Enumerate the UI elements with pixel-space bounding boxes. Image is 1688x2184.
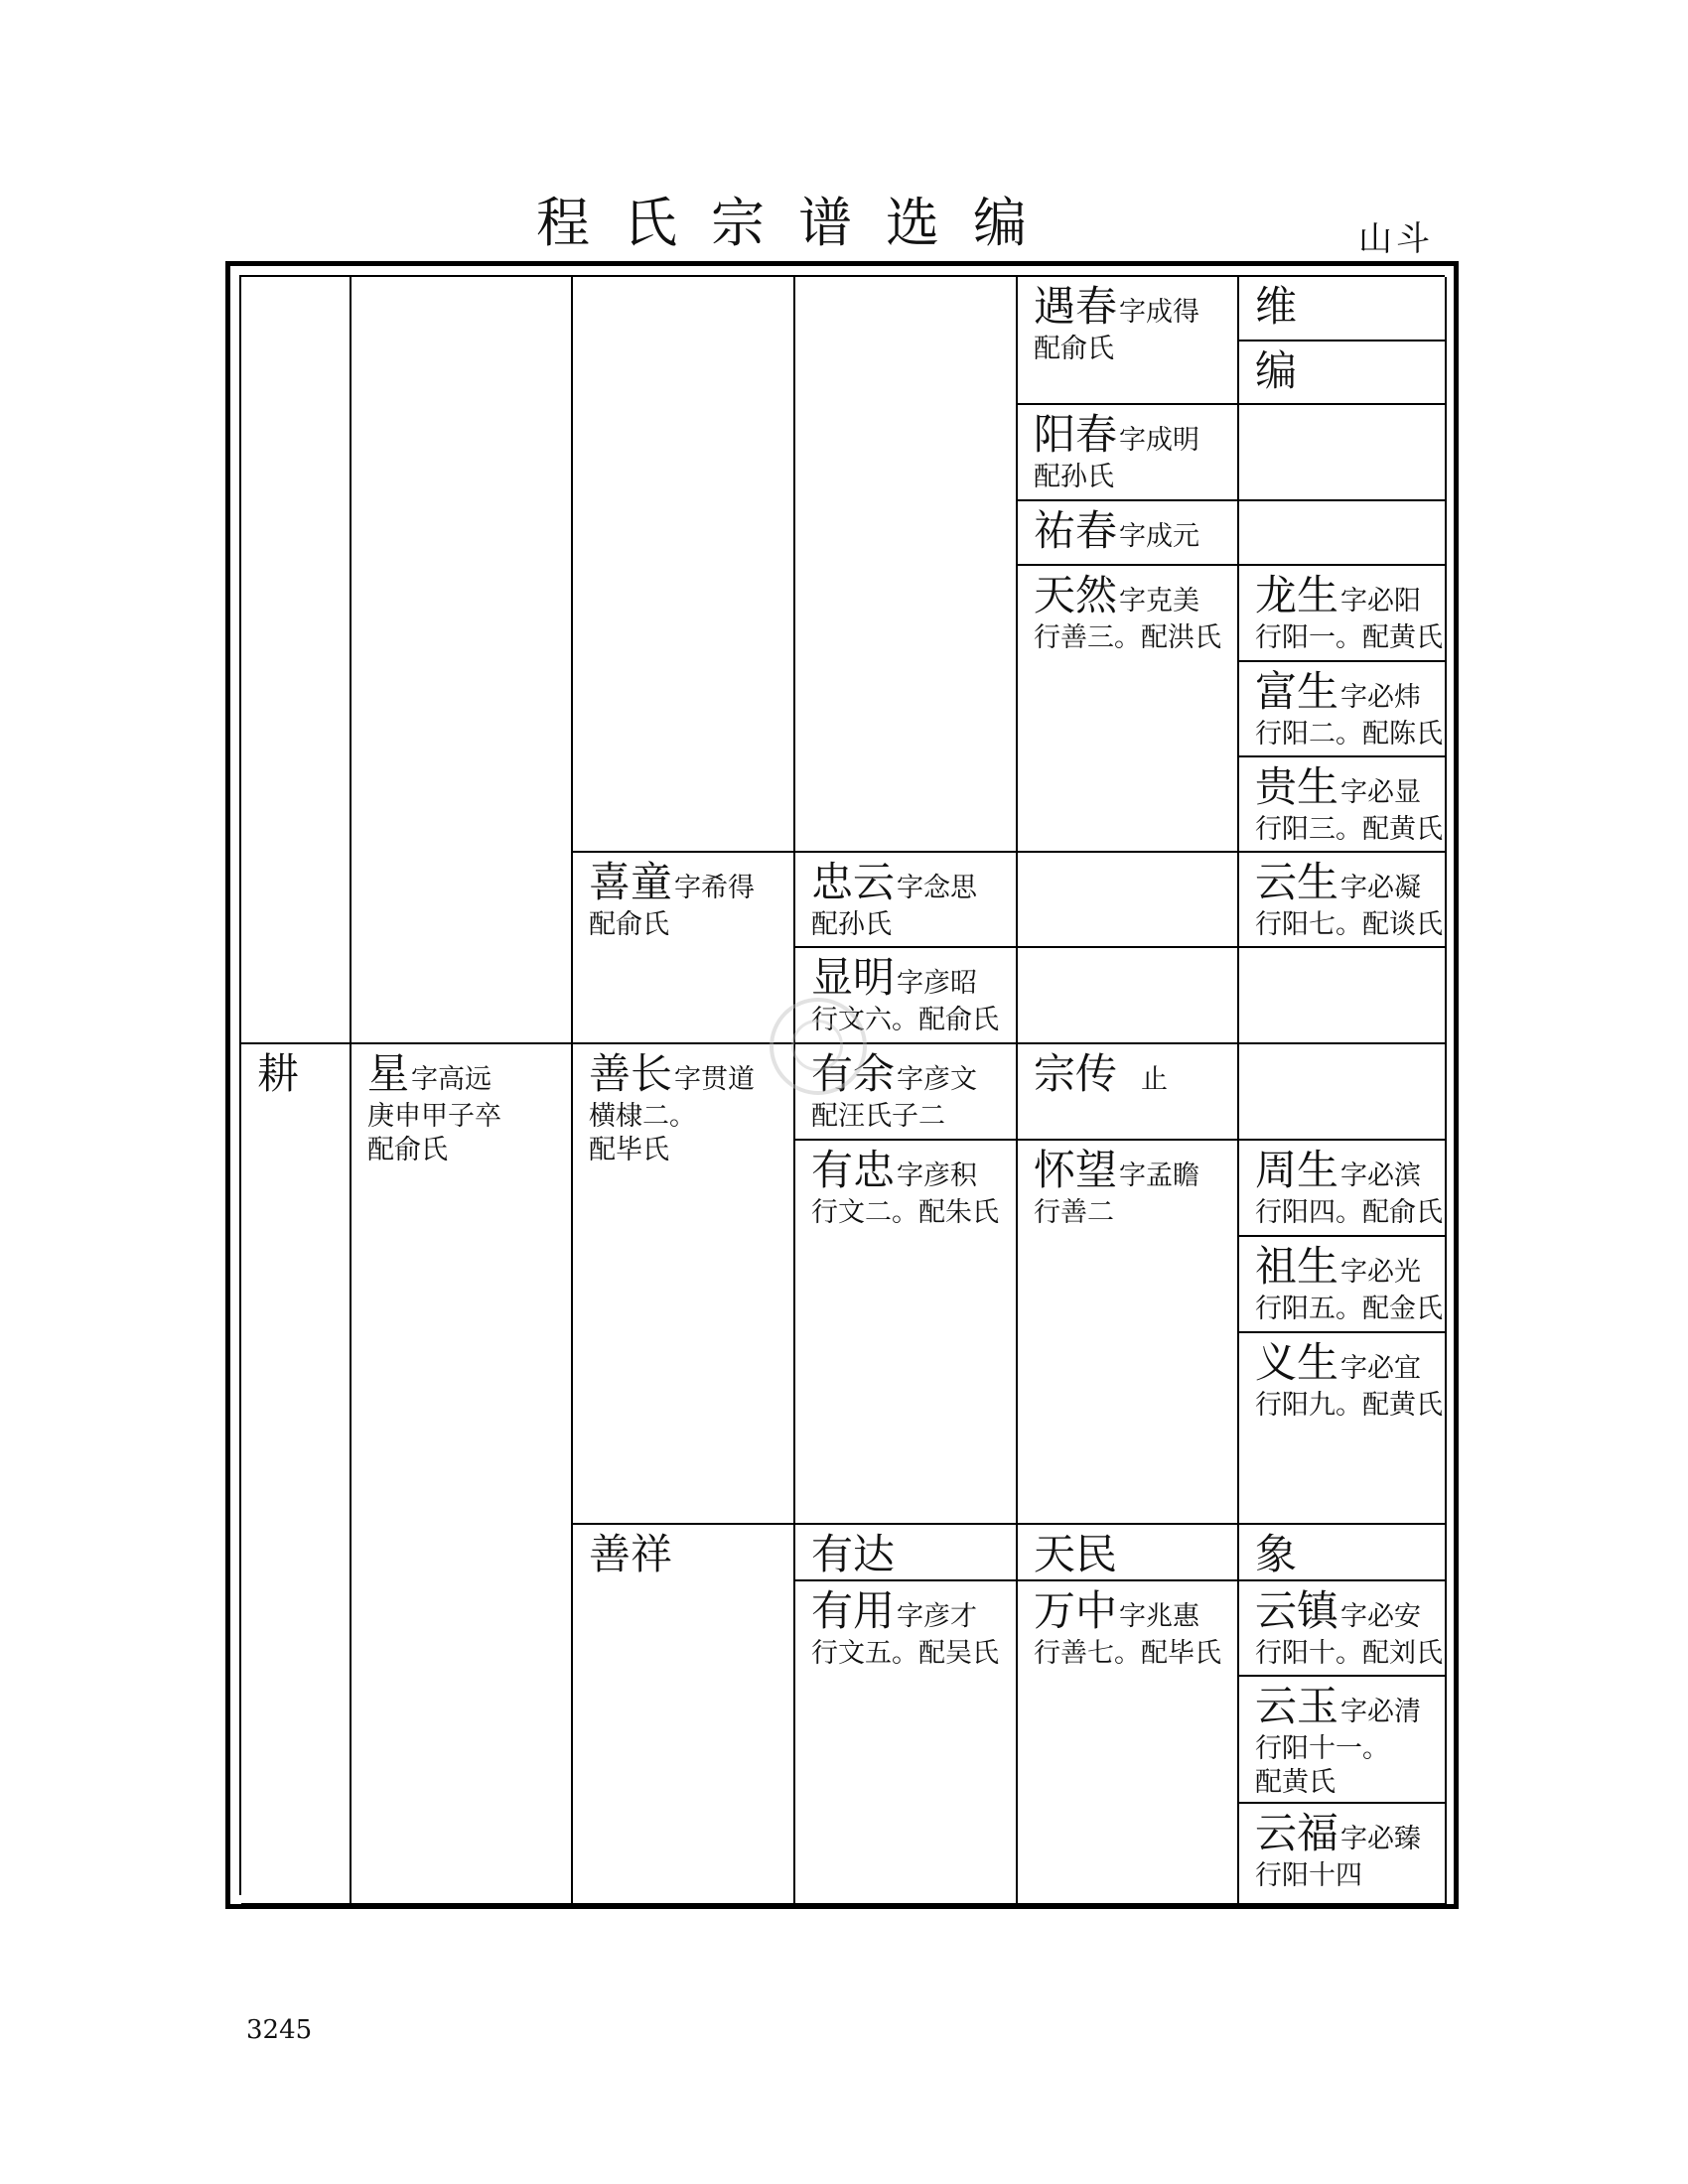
person-name: 怀望 [1034,1146,1118,1194]
person-note: 配孙氏 [811,909,892,941]
person-bian [1239,341,1447,405]
person-name: 编 [1255,346,1298,395]
person-name: 阳春 [1034,410,1118,459]
person-huaiwang [1018,1141,1239,1525]
person-note: 行文二。配朱氏 [811,1197,999,1229]
person-name: 周生 [1255,1146,1339,1194]
person-yunyu [1239,1677,1447,1804]
person-note: 配俞氏 [1034,334,1114,365]
person-name: 万中 [1034,1586,1118,1635]
courtesy-name: 字必宜 [1340,1353,1422,1384]
person-note: 行文六。配俞氏 [811,1005,999,1036]
page-title: 程氏宗谱选编 [536,192,1060,254]
person-yunzhen [1239,1581,1447,1677]
courtesy-name: 字必炜 [1340,682,1422,713]
courtesy-name: 字必凝 [1340,873,1422,903]
person-zongchuan [1018,1044,1239,1141]
person-name: 云玉 [1255,1682,1339,1730]
courtesy-name: 字必清 [1340,1697,1422,1727]
person-wanzhong [1018,1581,1239,1905]
person-name: 有忠 [811,1146,896,1194]
courtesy-name: 字孟瞻 [1119,1160,1200,1191]
person-note: 配黄氏 [1255,1767,1336,1799]
person-note: 横棣二。 [589,1101,696,1133]
person-yisheng [1239,1333,1447,1525]
courtesy-name: 字高远 [411,1064,492,1095]
person-name: 有达 [811,1530,896,1578]
col1-empty-cell [241,277,352,1044]
person-name: 龙生 [1255,571,1339,619]
person-name: 耕 [257,1049,300,1098]
person-note: 行阳三。配黄氏 [1255,814,1443,846]
person-name: 善长 [589,1049,673,1098]
person-fusheng [1239,662,1447,757]
courtesy-name: 字彦昭 [897,968,978,999]
courtesy-name: 字必阳 [1340,586,1422,616]
courtesy-name: 字希得 [674,873,756,903]
person-name: 忠云 [811,858,896,906]
person-note: 配毕氏 [589,1135,669,1166]
courtesy-name: 字必安 [1340,1601,1422,1632]
person-name: 善祥 [589,1530,673,1578]
person-youchun [1018,501,1239,566]
page-number: 3245 [246,2015,313,2045]
lineage-end-mark: 止 [1141,1064,1169,1095]
col6-empty-cell [1239,501,1447,566]
courtesy-name: 字念思 [897,873,978,903]
courtesy-name: 字必臻 [1340,1824,1422,1854]
courtesy-name: 字成明 [1119,425,1200,456]
col5-empty-cell [1018,948,1239,1044]
person-note: 配俞氏 [367,1135,448,1166]
person-wei [1239,277,1447,341]
person-tianran [1018,566,1239,853]
person-zhongyun [795,853,1018,948]
person-yunfu [1239,1804,1447,1905]
person-note: 行阳十一。 [1255,1733,1389,1765]
person-shanchang [573,1044,795,1525]
courtesy-name: 字必光 [1340,1257,1422,1288]
col6-empty-cell [1239,1044,1447,1141]
person-name: 天然 [1034,571,1118,619]
person-youyong [795,1581,1018,1905]
person-note: 行阳二。配陈氏 [1255,719,1443,751]
person-name: 显明 [811,953,896,1002]
col6-empty-cell [1239,405,1447,501]
courtesy-name: 字必显 [1340,777,1422,808]
courtesy-name: 字成元 [1119,521,1200,552]
courtesy-name: 字成得 [1119,297,1200,328]
person-note: 配俞氏 [589,909,669,941]
person-name: 云生 [1255,858,1339,906]
col4-empty-cell [795,277,1018,853]
courtesy-name: 字彦积 [897,1160,978,1191]
person-xiang [1239,1525,1447,1581]
person-note: 配汪氏子二 [811,1101,945,1133]
col5-empty-cell [1018,853,1239,948]
person-note: 行阳一。配黄氏 [1255,622,1443,654]
person-name: 象 [1255,1530,1298,1578]
person-name: 天民 [1034,1530,1118,1578]
person-yuchun [1018,277,1239,405]
person-yangchun [1018,405,1239,501]
person-note: 行阳四。配俞氏 [1255,1197,1443,1229]
region-label: 山斗 [1358,219,1434,259]
courtesy-name: 字彦文 [897,1064,978,1095]
person-note: 行阳十。配刘氏 [1255,1638,1443,1670]
watermark-seal [770,998,867,1095]
courtesy-name: 字兆惠 [1119,1601,1200,1632]
person-longsheng [1239,566,1447,662]
person-note: 行善三。配洪氏 [1034,622,1221,654]
col2-empty-cell [352,277,573,1044]
person-name: 星 [367,1049,410,1098]
person-note: 行阳七。配谈氏 [1255,909,1443,941]
person-yunsheng [1239,853,1447,948]
person-name: 喜童 [589,858,673,906]
person-note: 行善七。配毕氏 [1034,1638,1221,1670]
person-name: 贵生 [1255,762,1339,811]
person-name: 有余 [811,1049,896,1098]
person-shanxiang [573,1525,795,1905]
person-geng [241,1044,352,1905]
person-youzhong [795,1141,1018,1525]
person-zhousheng [1239,1141,1447,1237]
person-name: 维 [1255,282,1298,331]
person-name: 义生 [1255,1338,1339,1387]
person-note: 庚申甲子卒 [367,1101,501,1133]
courtesy-name: 字贯道 [674,1064,756,1095]
person-name: 富生 [1255,667,1339,716]
person-note: 行阳十四 [1255,1860,1362,1892]
person-name: 祖生 [1255,1242,1339,1291]
person-note: 行善二 [1034,1197,1114,1229]
person-xitong [573,853,795,1044]
person-zusheng [1239,1237,1447,1333]
person-note: 行阳五。配金氏 [1255,1294,1443,1325]
person-tianmin [1018,1525,1239,1581]
person-name: 遇春 [1034,282,1118,331]
courtesy-name: 字彦才 [897,1601,978,1632]
courtesy-name: 字必滨 [1340,1160,1422,1191]
person-name: 有用 [811,1586,896,1635]
person-note: 行文五。配吴氏 [811,1638,999,1670]
person-name: 祐春 [1034,506,1118,555]
col6-empty-cell [1239,948,1447,1044]
person-name: 云福 [1255,1809,1339,1857]
col3-empty-cell [573,277,795,853]
person-name: 宗传 [1034,1049,1118,1098]
person-guisheng [1239,757,1447,853]
person-note: 行阳九。配黄氏 [1255,1390,1443,1422]
person-note: 配孙氏 [1034,462,1114,493]
person-xing [352,1044,573,1905]
person-name: 云镇 [1255,1586,1339,1635]
person-youda [795,1525,1018,1581]
courtesy-name: 字克美 [1119,586,1200,616]
